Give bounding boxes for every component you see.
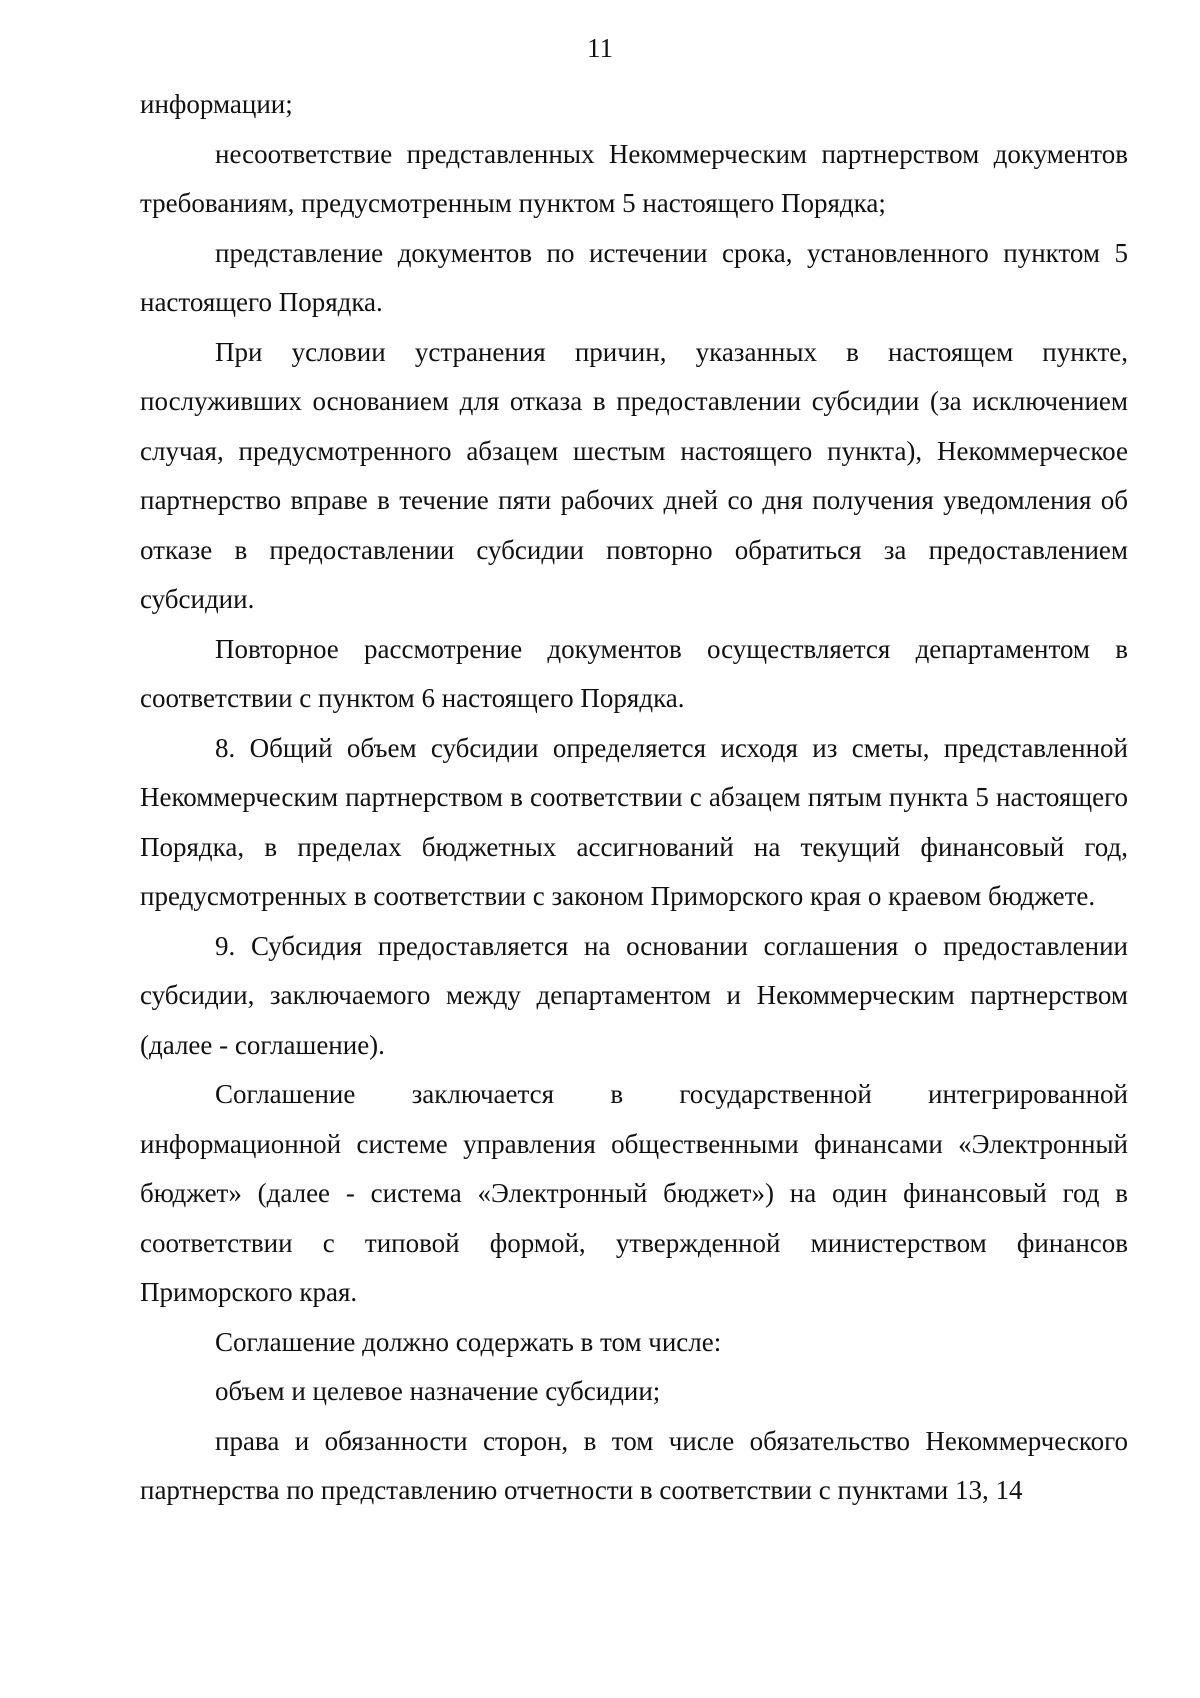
- paragraph-rights-obligations: права и обязанности сторон, в том числе обязательство Некоммерческого партнерства по представлению отчетности в соответствии с пунктами 13, 14: [140, 1425, 1128, 1505]
- paragraph-agreement-system: Соглашение заключается в государственной интегрированной информационной системе управления общественными финансами «Электронный бюджет» (далее - система «Электронный бюджет») на один финансовый год в соответствии с типовой формой, утвержденной министерством финансов Приморского края.: [140, 1079, 1128, 1307]
- paragraph-reason-mismatch: несоответствие представленных Некоммерческим партнерством документов требованиям, предусмотренным пунктом 5 настоящего Порядка;: [140, 138, 1128, 218]
- paragraph-resubmission-right: При условии устранения причин, указанных в настоящем пункте, послуживших основанием для отказа в предоставлении субсидии (за исключением случая, предусмотренного абзацем шестым настоящего пункта), Некоммерческое партнерство вправе в течение пяти рабочих дней со дня получения уведомления об отказе в предоставлении субсидии повторно обратиться за предоставлением субсидии.: [140, 336, 1128, 614]
- document-body: [140, 80, 1128, 1516]
- paragraph-reason-late-submission: представление документов по истечении срока, установленного пунктом 5 настоящего Порядка.: [140, 237, 1128, 317]
- paragraph-clause-9: 9. Субсидия предоставляется на основании соглашения о предоставлении субсидии, заключаемого между департаментом и Некоммерческим партнерством (далее - соглашение).: [140, 930, 1128, 1060]
- paragraph-clause-8: 8. Общий объем субсидии определяется исходя из сметы, представленной Некоммерческим партнерством в соответствии с абзацем пятым пункта 5 настоящего Порядка, в пределах бюджетных ассигнований на текущий финансовый год, предусмотренных в соответствии с законом Приморского края о краевом бюджете.: [140, 732, 1128, 911]
- paragraph-agreement-contents: Соглашение должно содержать в том числе:: [215, 1326, 722, 1357]
- paragraph-continuation: информации;: [140, 89, 293, 119]
- paragraph-repeat-review: Повторное рассмотрение документов осуществляется департаментом в соответствии с пунктом 6 настоящего Порядка.: [140, 633, 1128, 713]
- paragraph-subsidy-volume: объем и целевое назначение субсидии;: [215, 1376, 661, 1406]
- page-number: 11: [587, 33, 613, 63]
